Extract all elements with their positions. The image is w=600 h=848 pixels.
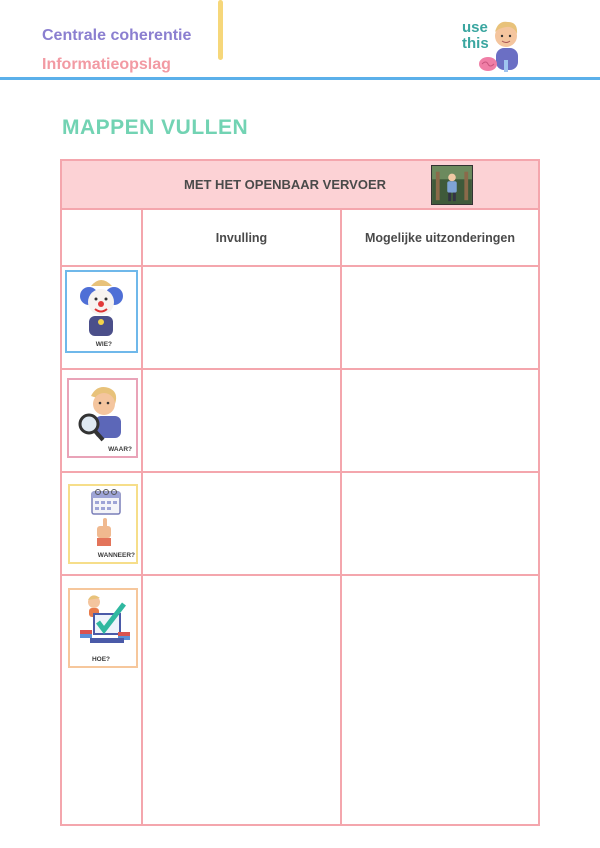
row-divider: [62, 368, 538, 370]
row-divider: [62, 574, 538, 576]
header-accent-bar: [218, 0, 223, 60]
table-title-row: [62, 161, 538, 210]
header-title-primary: Centrale coherentie: [42, 27, 192, 44]
row-label-wanneer: WANNEER?: [97, 552, 135, 559]
row-icon-wie: [65, 270, 138, 353]
magnifier-avatar-icon: [69, 380, 136, 446]
row-divider: [62, 471, 538, 473]
use-this-badge-icon: [458, 14, 528, 78]
info-table: [60, 159, 540, 826]
page-title: MAPPEN VULLEN: [62, 116, 249, 139]
clown-avatar-icon: [67, 272, 136, 342]
row-icon-hoe: [68, 588, 138, 668]
header-title-secondary: Informatieopslag: [42, 56, 171, 73]
column-divider: [141, 210, 143, 826]
public-transport-photo-icon: [431, 165, 473, 205]
calendar-hand-icon: [70, 486, 136, 550]
row-icon-waar: [67, 378, 138, 458]
column-header-uitzonderingen: Mogelijke uitzonderingen: [364, 231, 515, 245]
column-header-invulling: Invulling: [215, 231, 268, 245]
checklist-avatar-icon: [70, 590, 136, 654]
badge-text-top: use: [462, 19, 488, 36]
row-label-wie: WIE?: [95, 341, 112, 348]
table-title: MET HET OPENBAAR VERVOER: [184, 177, 387, 192]
row-label-hoe: HOE?: [91, 656, 110, 663]
row-icon-wanneer: [68, 484, 138, 564]
row-label-waar: WAAR?: [108, 446, 132, 453]
row-divider: [62, 265, 538, 267]
column-divider: [340, 210, 342, 826]
badge-text-bottom: this: [462, 35, 489, 52]
